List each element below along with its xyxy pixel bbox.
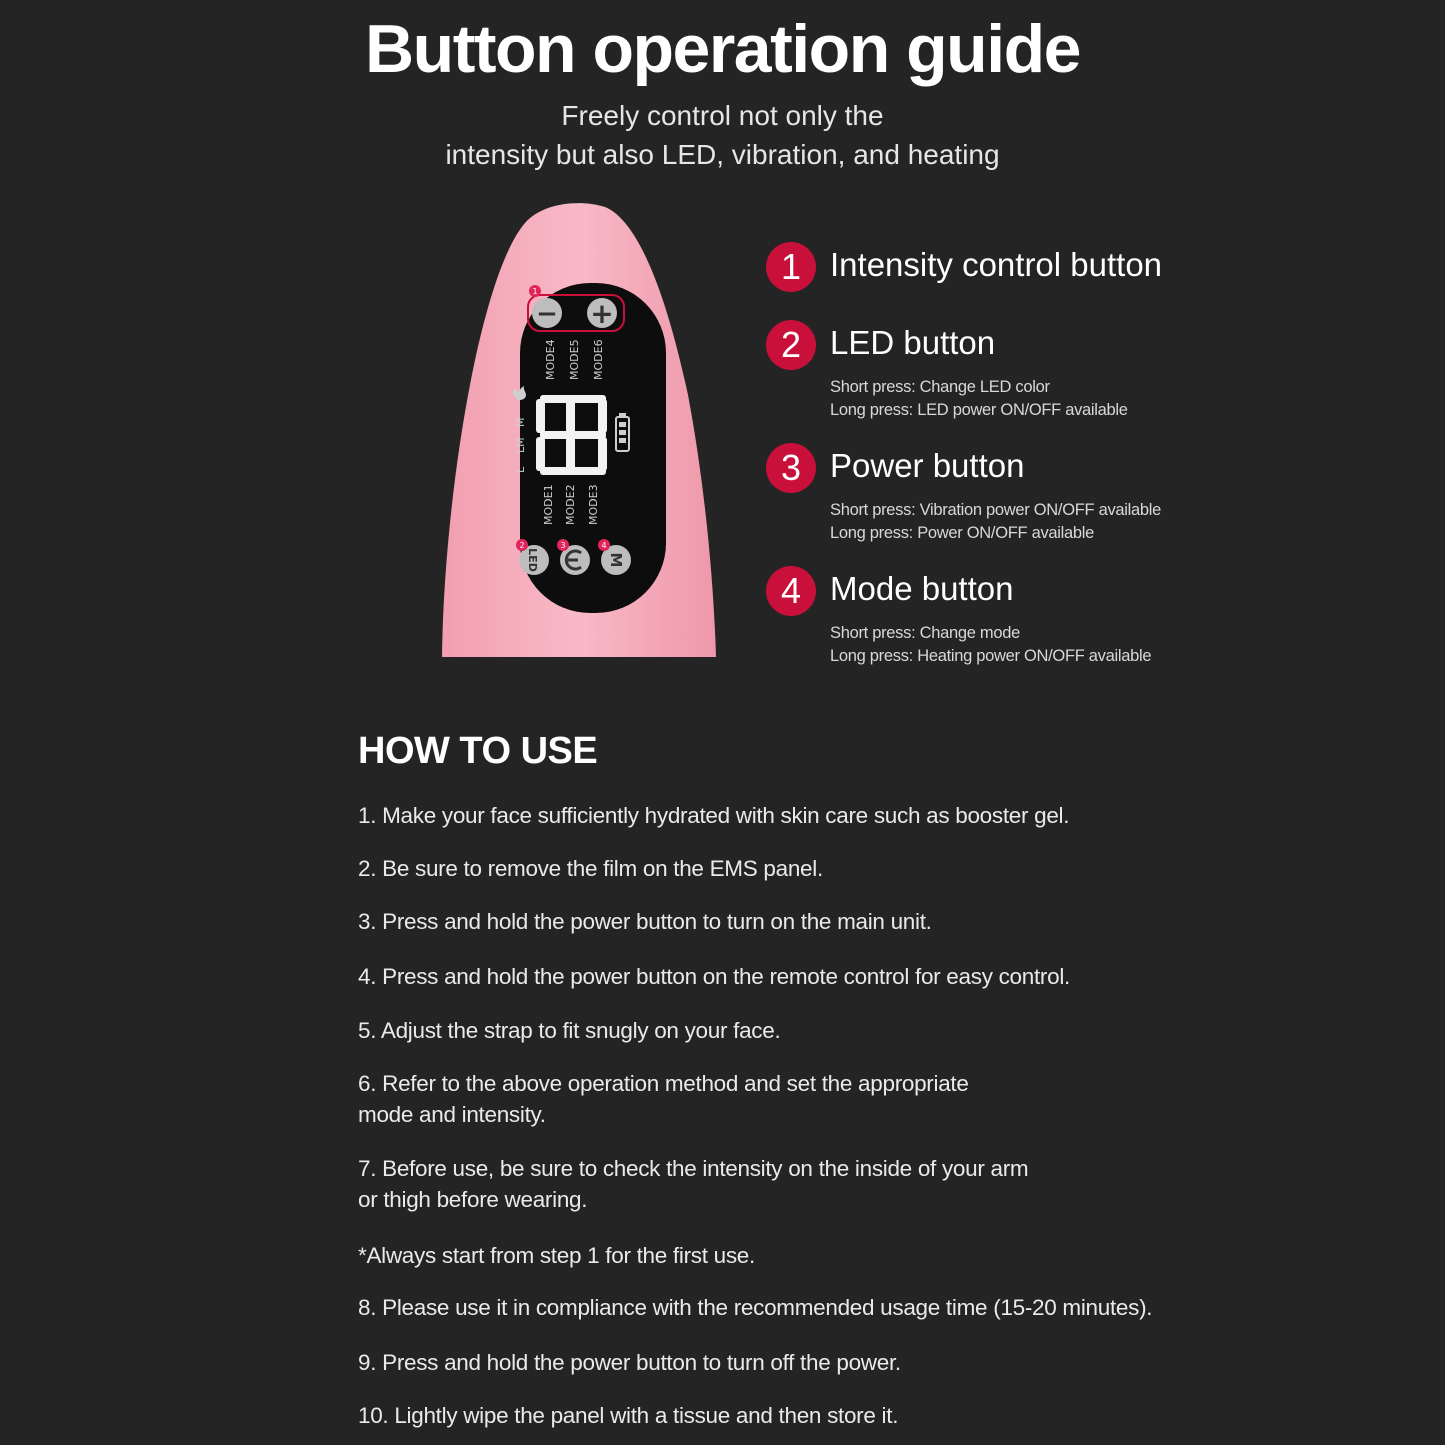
label-level-l: L [514,466,527,473]
step-5-text: 5. Adjust the strap to fit snugly on your face. [358,1018,781,1043]
step-note-text: *Always start from step 1 for the first use. [358,1243,755,1268]
step-item [358,1400,898,1431]
label-mode1: MODE1 [542,484,555,525]
legend-badge-1: 1 [766,242,816,292]
legend-title-mode: Mode button [830,570,1014,607]
step-item [358,1015,780,1046]
label-mode2: MODE2 [564,484,577,525]
howto-title: HOW TO USE [358,730,598,772]
legend-desc-power [830,499,1161,545]
subtitle-line-1: Freely control not only the [561,100,884,131]
plus-symbol: + [590,297,614,330]
step-3-text: 3. Press and hold the power button to turn on the main unit. [358,909,932,934]
label-mode5: MODE5 [568,339,581,380]
step-2-text: 2. Be sure to remove the film on the EMS panel. [358,856,823,881]
step-item [358,1240,755,1271]
step-4-text: 4. Press and hold the power button on the remote control for easy control. [358,964,1070,989]
step-7-text-line-2: or thigh before wearing. [358,1187,588,1212]
step-item [358,906,932,937]
step-8-text: 8. Please use it in compliance with the recommended usage time (15-20 minutes). [358,1295,1153,1320]
step-item [358,1292,1152,1323]
page-subtitle [0,96,1445,174]
step-7-text-line-1: 7. Before use, be sure to check the intensity on the inside of your arm [358,1156,1029,1181]
legend-led-short: Short press: Change LED color [830,378,1050,396]
legend-mode-long: Long press: Heating power ON/OFF available [830,647,1152,665]
legend-led-long: Long press: LED power ON/OFF available [830,401,1128,419]
legend-title-power: Power button [830,447,1025,484]
legend-mode-short: Short press: Change mode [830,624,1020,642]
legend-badge-4: 4 [766,566,816,616]
device-badge-1-label: 1 [532,287,538,296]
step-item [358,1347,901,1378]
step-6-text-line-2: mode and intensity. [358,1102,546,1127]
step-item [358,1068,969,1130]
minus-symbol: − [536,299,558,329]
step-item [358,961,1070,992]
page-title: Button operation guide [365,11,1080,87]
legend-badge-3: 3 [766,443,816,493]
step-item [358,853,823,884]
mode-button-label: M [607,552,625,568]
label-level-m: M [514,417,527,427]
legend-power-short: Short press: Vibration power ON/OFF available [830,501,1162,519]
step-1-text: 1. Make your face sufficiently hydrated with skin care such as booster gel. [358,803,1070,828]
device-badge-3-label: 3 [560,541,566,550]
step-10-text: 10. Lightly wipe the panel with a tissue and then store it. [358,1403,899,1428]
device-badge-2-label: 2 [519,541,525,550]
legend-power-long: Long press: Power ON/OFF available [830,524,1095,542]
legend-title-intensity: Intensity control button [830,246,1163,283]
step-item [358,800,1069,831]
step-item [358,1153,1028,1215]
subtitle-line-2: intensity but also LED, vibration, and heating [445,139,1000,170]
device-badge-4-label: 4 [601,541,607,550]
label-level-lm: LM [514,437,527,453]
legend-desc-mode [830,622,1151,668]
device-illustration [430,195,730,665]
step-6-text-line-1: 6. Refer to the above operation method and set the appropriate [358,1071,969,1096]
led-button-label: LED [526,548,539,572]
legend-badge-2: 2 [766,320,816,370]
legend-title-led: LED button [830,324,996,361]
label-mode6: MODE6 [592,339,605,380]
legend-desc-led [830,376,1128,422]
label-mode4: MODE4 [544,339,557,380]
device-svg [430,195,730,665]
step-9-text: 9. Press and hold the power button to turn off the power. [358,1350,901,1375]
label-mode3: MODE3 [587,484,600,525]
